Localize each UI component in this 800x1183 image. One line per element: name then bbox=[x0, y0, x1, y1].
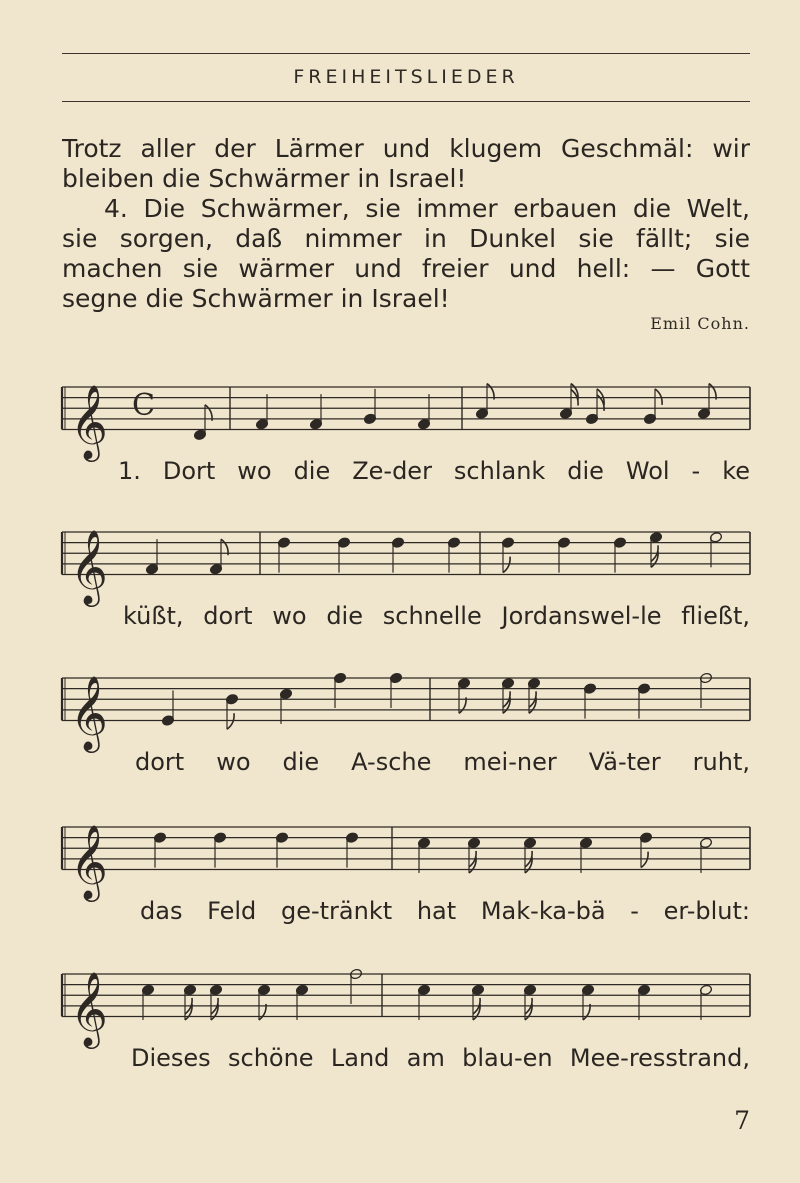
verse-text bbox=[62, 134, 750, 314]
note-flag bbox=[503, 557, 510, 573]
verse-line: machen sie wärmer und freier und hell: — Gott bbox=[62, 254, 750, 283]
verse-line: bleiben die Schwärmer in Israel! bbox=[62, 164, 467, 193]
lyric-line: dort wo die A-sche mei-ner Vä-ter ruht, bbox=[135, 748, 750, 776]
note-flag bbox=[655, 389, 662, 405]
note-flag bbox=[641, 852, 648, 868]
page-number: 7 bbox=[734, 1106, 750, 1135]
treble-clef-icon: 𝄞 bbox=[70, 530, 108, 605]
verse-line: segne die Schwärmer in Israel! bbox=[62, 284, 450, 313]
header-bottom-rule bbox=[62, 101, 750, 102]
treble-clef-icon: 𝄞 bbox=[70, 972, 108, 1047]
lyric-line: das Feld ge-tränkt hat Mak-ka-bä - er-blut: bbox=[140, 897, 750, 925]
treble-clef-icon: 𝄞 bbox=[70, 385, 108, 460]
lyric-line: küßt, dort wo die schnelle Jordanswel-le fließt, bbox=[123, 602, 750, 630]
lyric-line: Dieses schöne Land am blau-en Mee-resstrand, bbox=[131, 1044, 750, 1072]
verse-line: sie sorgen, daß nimmer in Dunkel sie fällt; sie bbox=[62, 224, 750, 253]
treble-clef-icon: 𝄞 bbox=[70, 676, 108, 751]
note-flag bbox=[227, 713, 234, 729]
treble-clef-icon: 𝄞 bbox=[70, 825, 108, 900]
author-credit: Emil Cohn. bbox=[650, 314, 750, 333]
verse-line: Trotz aller der Lärmer und klugem Geschmäl: wir bbox=[62, 134, 750, 163]
running-header: FREIHEITSLIEDER bbox=[293, 66, 519, 88]
time-signature: C bbox=[132, 388, 155, 424]
verse-line: 4. Die Schwärmer, sie immer erbauen die Welt, bbox=[104, 194, 750, 223]
lyric-line: 1. Dort wo die Ze-der schlank die Wol - ke bbox=[118, 457, 750, 485]
header-top-rule bbox=[62, 53, 750, 54]
